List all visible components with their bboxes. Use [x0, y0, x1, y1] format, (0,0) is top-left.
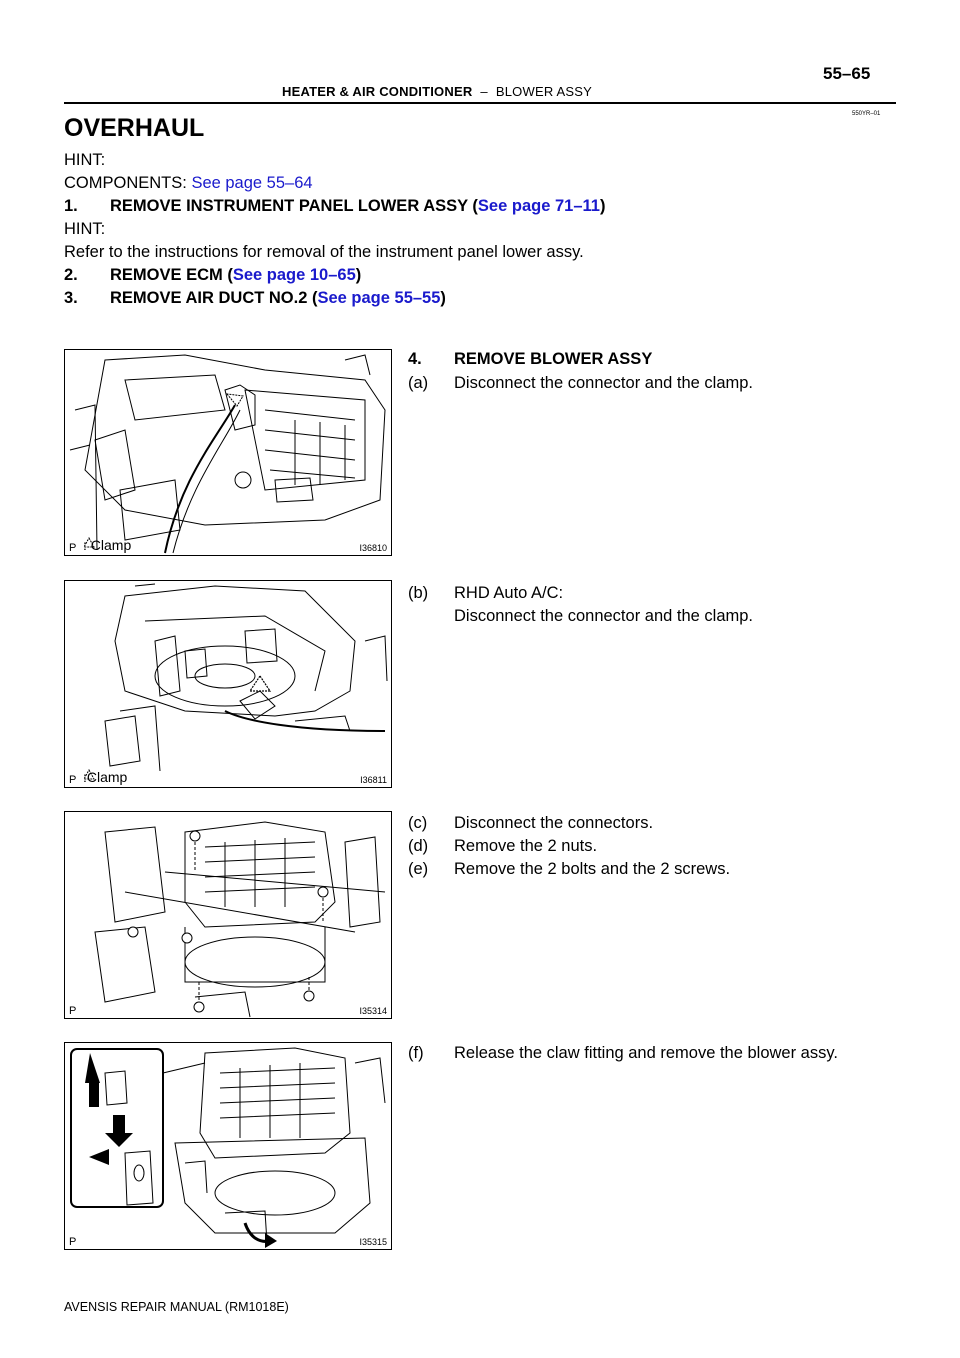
figure-connector-clamp [64, 349, 392, 556]
substep-text: Release the claw fitting and remove the blower assy. [454, 1044, 838, 1062]
substep-label: (a) [408, 374, 429, 392]
figure-release-claw [64, 1042, 392, 1250]
figure-legend [83, 769, 127, 785]
substep-b-text2: Disconnect the connector and the clamp. [454, 607, 754, 625]
header-dash: – [480, 84, 488, 99]
step-link[interactable]: See page 71–11 [477, 197, 600, 215]
figure-p-mark: P [69, 774, 77, 786]
header-section: HEATER & AIR CONDITIONER [282, 84, 473, 99]
figure-code: I36811 [360, 775, 387, 785]
step-1 [64, 196, 605, 216]
step-close: ) [440, 289, 446, 307]
substep-label: (d) [408, 837, 429, 855]
substep-label: (f) [408, 1044, 424, 1062]
step-number: 1. [64, 197, 78, 215]
header-title [282, 84, 592, 99]
header-subsection: BLOWER ASSY [495, 84, 592, 99]
page-title: OVERHAUL [64, 114, 205, 142]
figure-code: I35315 [359, 1237, 387, 1247]
substep-text: Remove the 2 nuts. [454, 837, 598, 855]
components-line [64, 173, 313, 193]
clamp-triangle-icon [83, 537, 95, 548]
figure-p-mark: P [69, 1005, 77, 1017]
footer-manual-title: AVENSIS REPAIR MANUAL (RM1018E) [64, 1300, 289, 1314]
step-number: 3. [64, 289, 78, 307]
step-text: REMOVE INSTRUMENT PANEL LOWER ASSY ( [110, 197, 478, 215]
figure-legend-text: :Clamp [83, 769, 128, 785]
figure-code: I36810 [359, 543, 387, 553]
hint-text: Refer to the instructions for removal of the instrument panel lower assy. [64, 243, 584, 261]
figure-legend-text: : Clamp [83, 537, 132, 553]
substep-text: Disconnect the connector and the clamp. [454, 374, 754, 392]
step-number: 2. [64, 266, 78, 284]
step-2 [64, 265, 361, 285]
figure-p-mark: P [69, 542, 77, 554]
clamp-triangle-icon [83, 769, 95, 780]
substep-text: Remove the 2 bolts and the 2 screws. [454, 860, 731, 878]
step-3 [64, 288, 446, 308]
header-rule [64, 102, 896, 104]
substep-f [408, 1043, 838, 1063]
substep-text: Disconnect the connectors. [454, 814, 654, 832]
hint-label: HINT: [64, 220, 106, 238]
figure-code: I35314 [359, 1006, 387, 1016]
step-number: 4. [408, 350, 422, 368]
figure-legend [83, 537, 131, 553]
step-link[interactable]: See page 55–55 [317, 289, 441, 307]
substep-text: RHD Auto A/C: [454, 584, 564, 602]
step-close: ) [355, 266, 362, 284]
substep-c [408, 813, 653, 833]
step-text: REMOVE BLOWER ASSY [454, 350, 653, 368]
document-id: 550YR–01 [852, 111, 881, 117]
substep-label: (b) [408, 584, 429, 602]
substep-d [408, 836, 597, 856]
components-link[interactable]: See page 55–64 [191, 174, 313, 192]
page-number: 55–65 [823, 64, 871, 83]
substep-b [408, 583, 563, 603]
substep-label: (e) [408, 860, 429, 878]
illustration-blower-mounting [65, 812, 391, 1018]
step-link[interactable]: See page 10–65 [232, 266, 356, 284]
step-close: ) [599, 197, 606, 215]
illustration-blower-rhd [65, 581, 391, 787]
figure-nuts-bolts [64, 811, 392, 1019]
illustration-heater-unit [65, 350, 391, 555]
step-4 [408, 349, 652, 369]
components-label: COMPONENTS: [64, 174, 192, 192]
illustration-blower-removal [65, 1043, 391, 1249]
substep-e [408, 859, 730, 879]
substep-label: (c) [408, 814, 428, 832]
figure-rhd-clamp [64, 580, 392, 788]
substep-a [408, 373, 753, 393]
step-text: REMOVE AIR DUCT NO.2 ( [110, 289, 318, 307]
step-text: REMOVE ECM ( [110, 266, 233, 284]
hint-label: HINT: [64, 151, 106, 169]
figure-p-mark: P [69, 1236, 77, 1248]
